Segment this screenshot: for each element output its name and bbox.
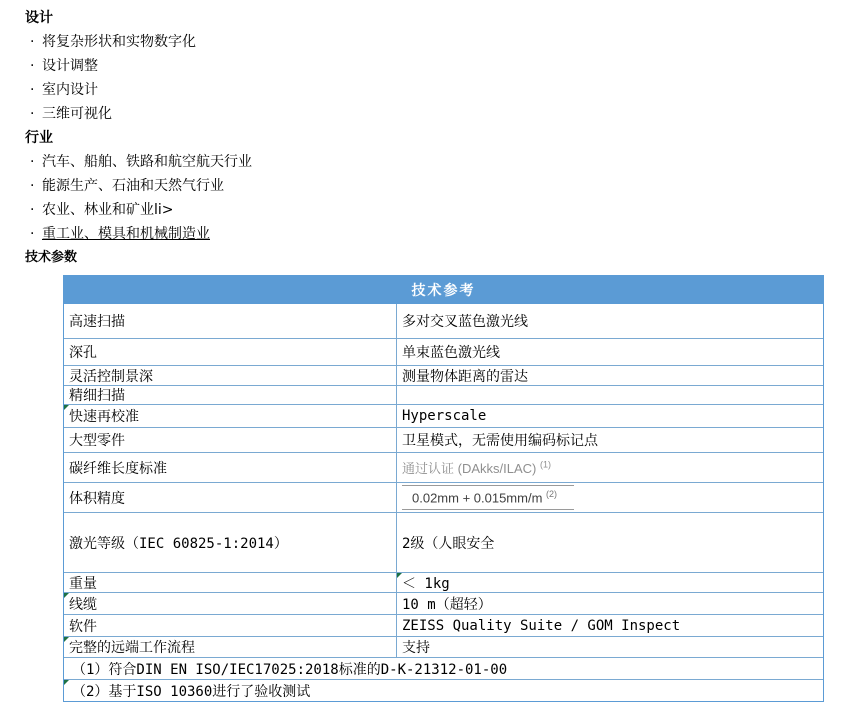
list-item: [25, 198, 866, 222]
spec-value: [396, 573, 823, 592]
spec-label: [64, 405, 396, 427]
top-text-block: [0, 0, 866, 270]
bullet-icon: ·: [30, 82, 35, 98]
spec-table: [63, 275, 824, 702]
spec-label: 灵活控制景深: [69, 368, 153, 385]
table-row: [64, 405, 823, 428]
list-item-label: 能源生产、石油和天然气行业: [42, 178, 224, 194]
bullet-icon: ·: [30, 106, 35, 122]
spec-value: [396, 386, 823, 404]
table-row: [64, 304, 823, 339]
design-heading: 设计: [25, 10, 53, 26]
table-row: [64, 483, 823, 513]
bullet-icon: ·: [30, 202, 35, 218]
bullet-icon: ·: [30, 58, 35, 74]
comment-marker-icon: [64, 593, 69, 598]
spec-value: 支持: [396, 637, 823, 657]
spec-value: [396, 483, 823, 512]
table-row: [64, 615, 823, 637]
spec-value: 单束蓝色激光线: [396, 339, 823, 365]
list-item: [25, 174, 866, 198]
spec-value: 测量物体距离的雷达: [396, 366, 823, 385]
spec-value: 10 m（超轻）: [396, 593, 823, 614]
spec-label: 大型零件: [69, 433, 125, 449]
list-item: [25, 78, 866, 102]
table-row: [64, 366, 823, 386]
spec-value: 卫星模式，无需使用编码标记点: [396, 428, 823, 452]
list-item-label[interactable]: 重工业、模具和机械制造业: [42, 226, 210, 242]
spec-label: [64, 637, 396, 657]
industry-heading: 行业: [25, 130, 53, 146]
list-item-label: 汽车、船舶、铁路和航空航天行业: [42, 154, 252, 170]
spec-label: 高速扫描: [69, 314, 125, 330]
list-item-label: 三维可视化: [42, 106, 112, 122]
certified-value: 通过认证 (DAkks/ILAC) $^{(1)}$: [402, 459, 551, 476]
list-item-link[interactable]: [25, 222, 866, 246]
table-row: [64, 593, 823, 615]
footnote-row: [64, 658, 823, 680]
table-row: [64, 386, 823, 405]
spec-label: 重量: [69, 575, 97, 592]
list-item: [25, 150, 866, 174]
table-row: [64, 428, 823, 453]
spec-value: 2级（人眼安全: [396, 513, 823, 572]
spec-value-text: ＜ 1kg: [402, 575, 450, 592]
footnote-text: （1）符合DIN EN ISO/IEC17025:2018标准的D-K-21312-01-00: [72, 661, 508, 678]
list-item: [25, 54, 866, 78]
tech-params-heading: 技术参数: [25, 250, 78, 265]
list-item-label: 设计调整: [42, 58, 98, 74]
comment-marker-icon: [64, 680, 69, 685]
comment-marker-icon: [397, 573, 402, 578]
spec-label-text: 完整的远端工作流程: [69, 640, 195, 656]
bullet-icon: ·: [30, 226, 35, 242]
spec-label: 激光等级（IEC 60825-1:2014）: [69, 535, 288, 552]
spec-value: Hyperscale: [396, 405, 823, 427]
comment-marker-icon: [64, 405, 69, 410]
table-header: 技术参考: [64, 275, 823, 304]
list-item: [25, 30, 866, 54]
footnote-superscript: (1): [539, 459, 551, 470]
spec-label: [64, 593, 396, 614]
footnote-text: （2）基于ISO 10360进行了验收测试: [72, 683, 311, 700]
list-item-label: 室内设计: [42, 82, 98, 98]
table-row: [64, 513, 823, 573]
table-row: [64, 339, 823, 366]
spec-label-text: 快速再校准: [69, 409, 139, 425]
spec-value: 多对交叉蓝色激光线: [396, 304, 823, 338]
bullet-icon: ·: [30, 154, 35, 170]
footnote-superscript: (2): [546, 489, 558, 500]
spec-label-text: 线缆: [69, 596, 97, 613]
spec-label: 深孔: [69, 345, 97, 361]
spec-value: ZEISS Quality Suite / GOM Inspect: [396, 615, 823, 636]
table-row: [64, 573, 823, 593]
list-item-label: 将复杂形状和实物数字化: [42, 34, 196, 50]
table-row: [64, 453, 823, 483]
spec-label: 体积精度: [69, 490, 125, 507]
footnote-row: [64, 680, 823, 701]
comment-marker-icon: [64, 637, 69, 642]
spec-label: 软件: [69, 618, 97, 635]
list-item: [25, 102, 866, 126]
spec-label: 碳纤维长度标准: [69, 460, 167, 477]
bullet-icon: ·: [30, 178, 35, 194]
spec-value: [396, 453, 823, 482]
spec-label: 精细扫描: [69, 388, 125, 404]
list-item-label: 农业、林业和矿业li>: [42, 202, 174, 218]
bullet-icon: ·: [30, 34, 35, 50]
table-row: [64, 637, 823, 658]
accuracy-value-box: 0.02mm + 0.015mm/m $^{(2)}$: [402, 485, 574, 509]
